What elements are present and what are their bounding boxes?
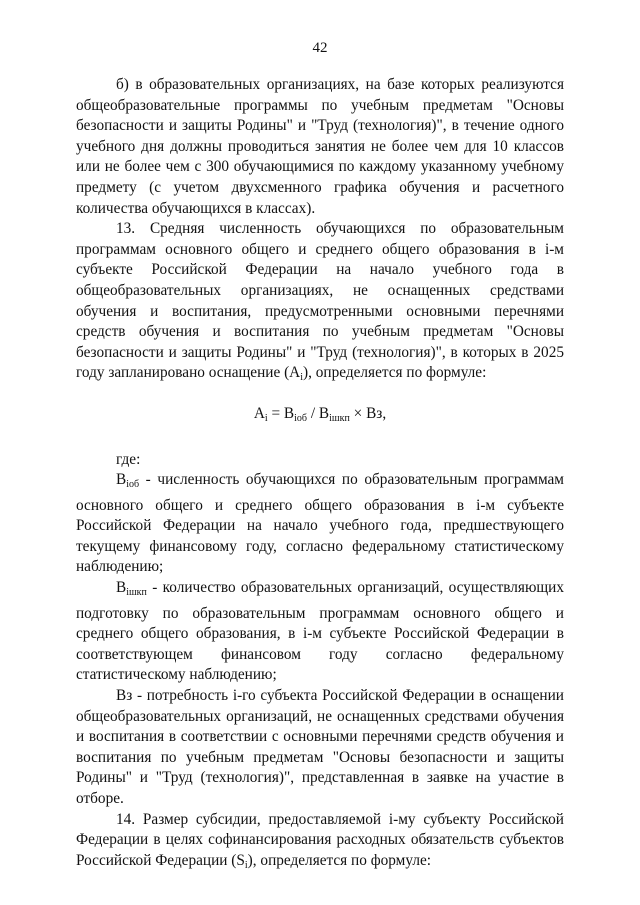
formula-biob-subscript: iоб (294, 412, 308, 424)
formula-ai (76, 404, 564, 430)
where-label: где: (116, 450, 141, 468)
document-body (76, 75, 564, 876)
paragraph-14 (76, 810, 564, 877)
paragraph-14-text: 14. Размер субсидии, предоставляемой i-му субъекту Российской Федерации в целях софинансирования расходных обязательств субъектов Российской Федерации (S (76, 810, 564, 869)
paragraph-13-subscript: i (300, 372, 304, 384)
definition-bishkp (76, 578, 564, 686)
definition-bishkp-subscript: iшкп (126, 587, 147, 599)
formula-eq: = B (267, 404, 295, 422)
definition-biob-symbol: B (116, 471, 127, 489)
definition-bishkp-symbol: B (116, 579, 127, 597)
paragraph-13-text: 13. Средняя численность обучающихся по образовательным программам основного общего и среднего общего образования в i-м субъекте Российской Федерации на начало учебного года в общеобразовательных организациях, не оснащенных средствами обучения и воспитания, предусмотренными основными перечнями средств обучения и воспитания по учебным предметам "Основы безопасности и защиты Родины" и "Труд (технология)", в которых в 2025 году запланировано оснащение (A (76, 220, 564, 382)
formula-bishkp-subscript: iшкп (329, 412, 350, 424)
paragraph-14-subscript: i (244, 859, 248, 871)
paragraph-13-tail: ), определяется по формуле: (303, 364, 487, 382)
formula-div: / B (307, 404, 330, 422)
definition-biob-subscript: iоб (126, 479, 140, 491)
definition-biob-text: - численность обучающихся по образовательным программам основного общего и среднего общего образования в i-м субъекте Российской Федерации на начало учебного года, предшествующего текущему финансовому году, согласно федеральному статистическому наблюдению; (76, 471, 564, 576)
page-number: 42 (312, 40, 328, 56)
definition-bishkp-text: - количество образовательных организаций, осуществляющих подготовку по образовательным программам основного общего и среднего общего образования, в i-м субъекте Российской Федерации в соответствующем финансовом году согласно федеральному статистическому наблюдению; (76, 579, 564, 684)
paragraph-13 (76, 219, 564, 389)
formula-ai-symbol: A (253, 404, 265, 422)
paragraph-b: б) в образовательных организациях, на базе которых реализуются общеобразовательные программы по учебным предметам "Основы безопасности и защиты Родины" и "Труд (технология)", в течение одного учебного дня должны проводиться занятия не более чем для 10 классов или не более чем с 300 обучающимися по каждому указанному учебному предмету (с учетом двухсменного графика обучения и расчетного количества обучающихся в классах). (76, 76, 564, 217)
formula-ai-subscript: i (264, 412, 268, 424)
paragraph-14-tail: ), определяется по формуле: (247, 851, 432, 869)
definition-vz: Вз - потребность i-го субъекта Российской Федерации в оснащении общеобразовательных организаций, не оснащенных средствами обучения и воспитания в соответствии с основными перечнями средств обучения и воспитания по учебным предметам "Основы безопасности и защиты Родины" и "Труд (технология)", представленная в заявке на участие в отборе. (76, 687, 564, 807)
formula-rest: × Вз, (349, 404, 387, 422)
definition-biob (76, 470, 564, 578)
